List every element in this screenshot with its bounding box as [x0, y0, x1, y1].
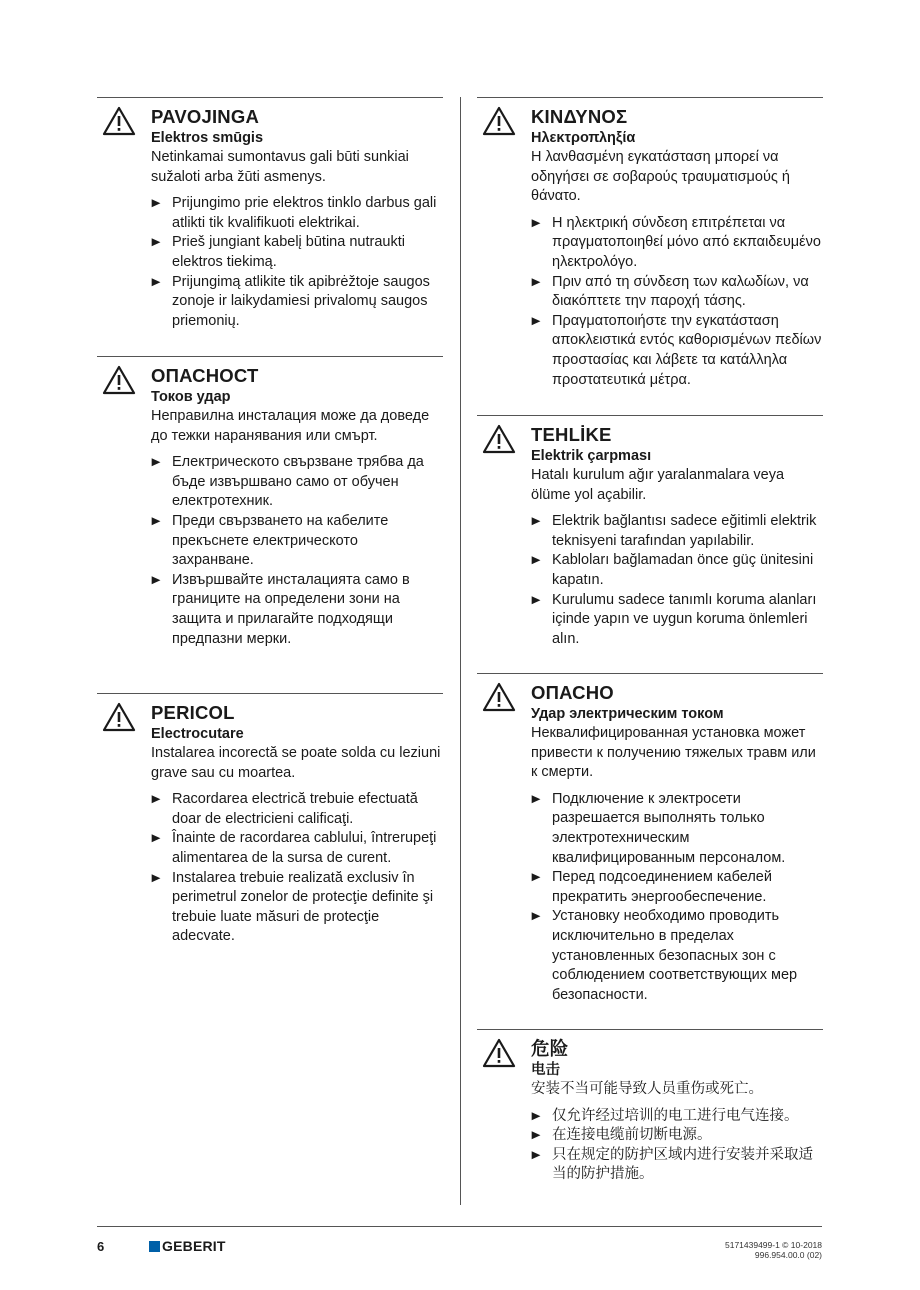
left-column [97, 97, 443, 947]
warning-description: Netinkamai sumontavus gali būti sunkiai sužaloti arba žūti asmenys. [151, 149, 409, 185]
warning-subtitle: Electrocutare [151, 726, 244, 742]
instruction-item: ▶ Η ηλεκτρική σύνδεση επιτρέπεται να πραγματοποιηθεί μόνο από εκπαιδευμένο ηλεκτρολόγο. [531, 214, 823, 273]
right-column [477, 97, 823, 1185]
warning-title: ΚΙΝΔΥΝΟΣ [531, 106, 628, 127]
instruction-item: ▶ 只在规定的防护区域内进行安装并采取适当的防护措施。 [531, 1146, 823, 1185]
instruction-list [531, 790, 823, 1006]
page-number: 6 [97, 1239, 105, 1254]
warning-subtitle: Ηλεκτροπληξία [531, 130, 636, 146]
warning-subtitle: 电击 [531, 1062, 560, 1078]
instruction-item: ▶ Racordarea electrică trebuie efectuată doar de electricieni calificaţi. [151, 790, 443, 829]
instruction-list [151, 790, 443, 947]
warning-triangle-icon [482, 682, 516, 712]
instruction-item: ▶ Установку необходимо проводить исключительно в пределах установленных безопасных зон с соблюдением соответствующих мер безопасности. [531, 907, 823, 1005]
instruction-item: ▶ Електрическото свързване трябва да бъде извършвано само от обучен електротехник. [151, 453, 443, 512]
instruction-item: ▶ Kabloları bağlamadan önce güç ünitesini kapatın. [531, 551, 823, 590]
warning-title: ОПАСНО [531, 682, 614, 703]
warning-el [477, 97, 823, 415]
logo-square-icon [149, 1241, 160, 1252]
warning-title: PERICOL [151, 702, 235, 723]
instruction-list [151, 453, 443, 649]
doc-ref-line-2: 996.954.00.0 (02) [754, 1250, 822, 1260]
warning-description: Hatalı kurulum ağır yaralanmalara veya ölüme yol açabilir. [531, 467, 785, 503]
warning-description: Неквалифицированная установка может привести к получению тяжелых травм или к смерти. [531, 725, 816, 781]
warning-description: 安装不当可能导致人员重伤或死亡。 [531, 1081, 763, 1097]
warning-title: ОПАСНОСТ [151, 365, 259, 386]
warning-ro [97, 693, 443, 947]
warning-title: 危险 [531, 1038, 569, 1059]
instruction-item: ▶ Πραγματοποιήστε την εγκατάσταση αποκλειστικά εντός καθορισμένων πεδίων προστασίας και λάβετε τα κατάλληλα προστατευτικά μέτρα. [531, 312, 823, 390]
instruction-item: ▶ Подключение к электросети разрешается выполнять только электротехническим квалифицированным персоналом. [531, 790, 823, 868]
instruction-item: ▶ Prijungimo prie elektros tinklo darbus gali atlikti tik kvalifikuoti elektrikai. [151, 194, 443, 233]
warning-zh [477, 1029, 823, 1185]
warning-subtitle: Удар электрическим током [531, 706, 724, 722]
warning-title: TEHLİKE [531, 424, 612, 445]
instruction-item: ▶ Înainte de racordarea cablului, întrerupeţi alimentarea de la sursa de curent. [151, 829, 443, 868]
warning-subtitle: Elektros smūgis [151, 130, 264, 146]
warning-description: Неправилна инсталация може да доведе до тежки наранявания или смърт. [151, 408, 430, 444]
warning-subtitle: Токов удар [151, 389, 231, 405]
warning-triangle-icon [482, 424, 516, 454]
footer-divider [97, 1226, 822, 1227]
warning-lt [97, 97, 443, 356]
instruction-item: ▶ 在连接电缆前切断电源。 [531, 1126, 823, 1146]
document-reference [725, 1240, 822, 1260]
warning-description: Η λανθασμένη εγκατάσταση μπορεί να οδηγήσει σε σοβαρούς τραυματισμούς ή θάνατο. [531, 149, 790, 205]
doc-ref-line-1: 5171439499-1 © 10-2018 [724, 1240, 822, 1250]
instruction-item: ▶ Извършвайте инсталацията само в границите на определени зони на защита и прилагайте подходящи предпазни мерки. [151, 571, 443, 649]
instruction-list [151, 194, 443, 331]
warning-title: PAVOJINGA [151, 106, 260, 127]
warning-triangle-icon [482, 1038, 516, 1068]
warning-ru [477, 673, 823, 1029]
warning-bg [97, 356, 443, 693]
warning-triangle-icon [102, 106, 136, 136]
instruction-list [531, 1107, 823, 1185]
instruction-item: ▶ Kurulumu sadece tanımlı koruma alanları içinde yapın ve uygun koruma önlemleri alın. [531, 591, 823, 650]
instruction-item: ▶ Перед подсоединением кабелей прекратить энергообеспечение. [531, 868, 823, 907]
brand-name: GEBERIT [162, 1238, 226, 1254]
instruction-item: ▶ Elektrik bağlantısı sadece eğitimli elektrik teknisyeni tarafından yapılabilir. [531, 512, 823, 551]
column-divider [460, 97, 461, 1205]
warning-triangle-icon [102, 702, 136, 732]
instruction-item: ▶ 仅允许经过培训的电工进行电气连接。 [531, 1107, 823, 1127]
instruction-item: ▶ Πριν από τη σύνδεση των καλωδίων, να διακόπτετε την παροχή τάσης. [531, 273, 823, 312]
warning-triangle-icon [102, 365, 136, 395]
instruction-item: ▶ Prijungimą atlikite tik apibrėžtoje saugos zonoje ir laikydamiesi privalomų saugos priemonių. [151, 273, 443, 332]
instruction-item: ▶ Преди свързването на кабелите прекъснете електрическото захранване. [151, 512, 443, 571]
warning-triangle-icon [482, 106, 516, 136]
brand-logo [149, 1239, 226, 1253]
instruction-item: ▶ Prieš jungiant kabelį būtina nutraukti elektros tiekimą. [151, 233, 443, 272]
warning-description: Instalarea incorectă se poate solda cu leziuni grave sau cu moartea. [151, 745, 441, 781]
instruction-list [531, 214, 823, 390]
instruction-item: ▶ Instalarea trebuie realizată exclusiv în perimetrul zonelor de protecţie definite şi trebuie luate măsuri de protecţie adecvate. [151, 869, 443, 947]
warning-subtitle: Elektrik çarpması [531, 448, 652, 464]
warning-tr [477, 415, 823, 673]
instruction-list [531, 512, 823, 649]
